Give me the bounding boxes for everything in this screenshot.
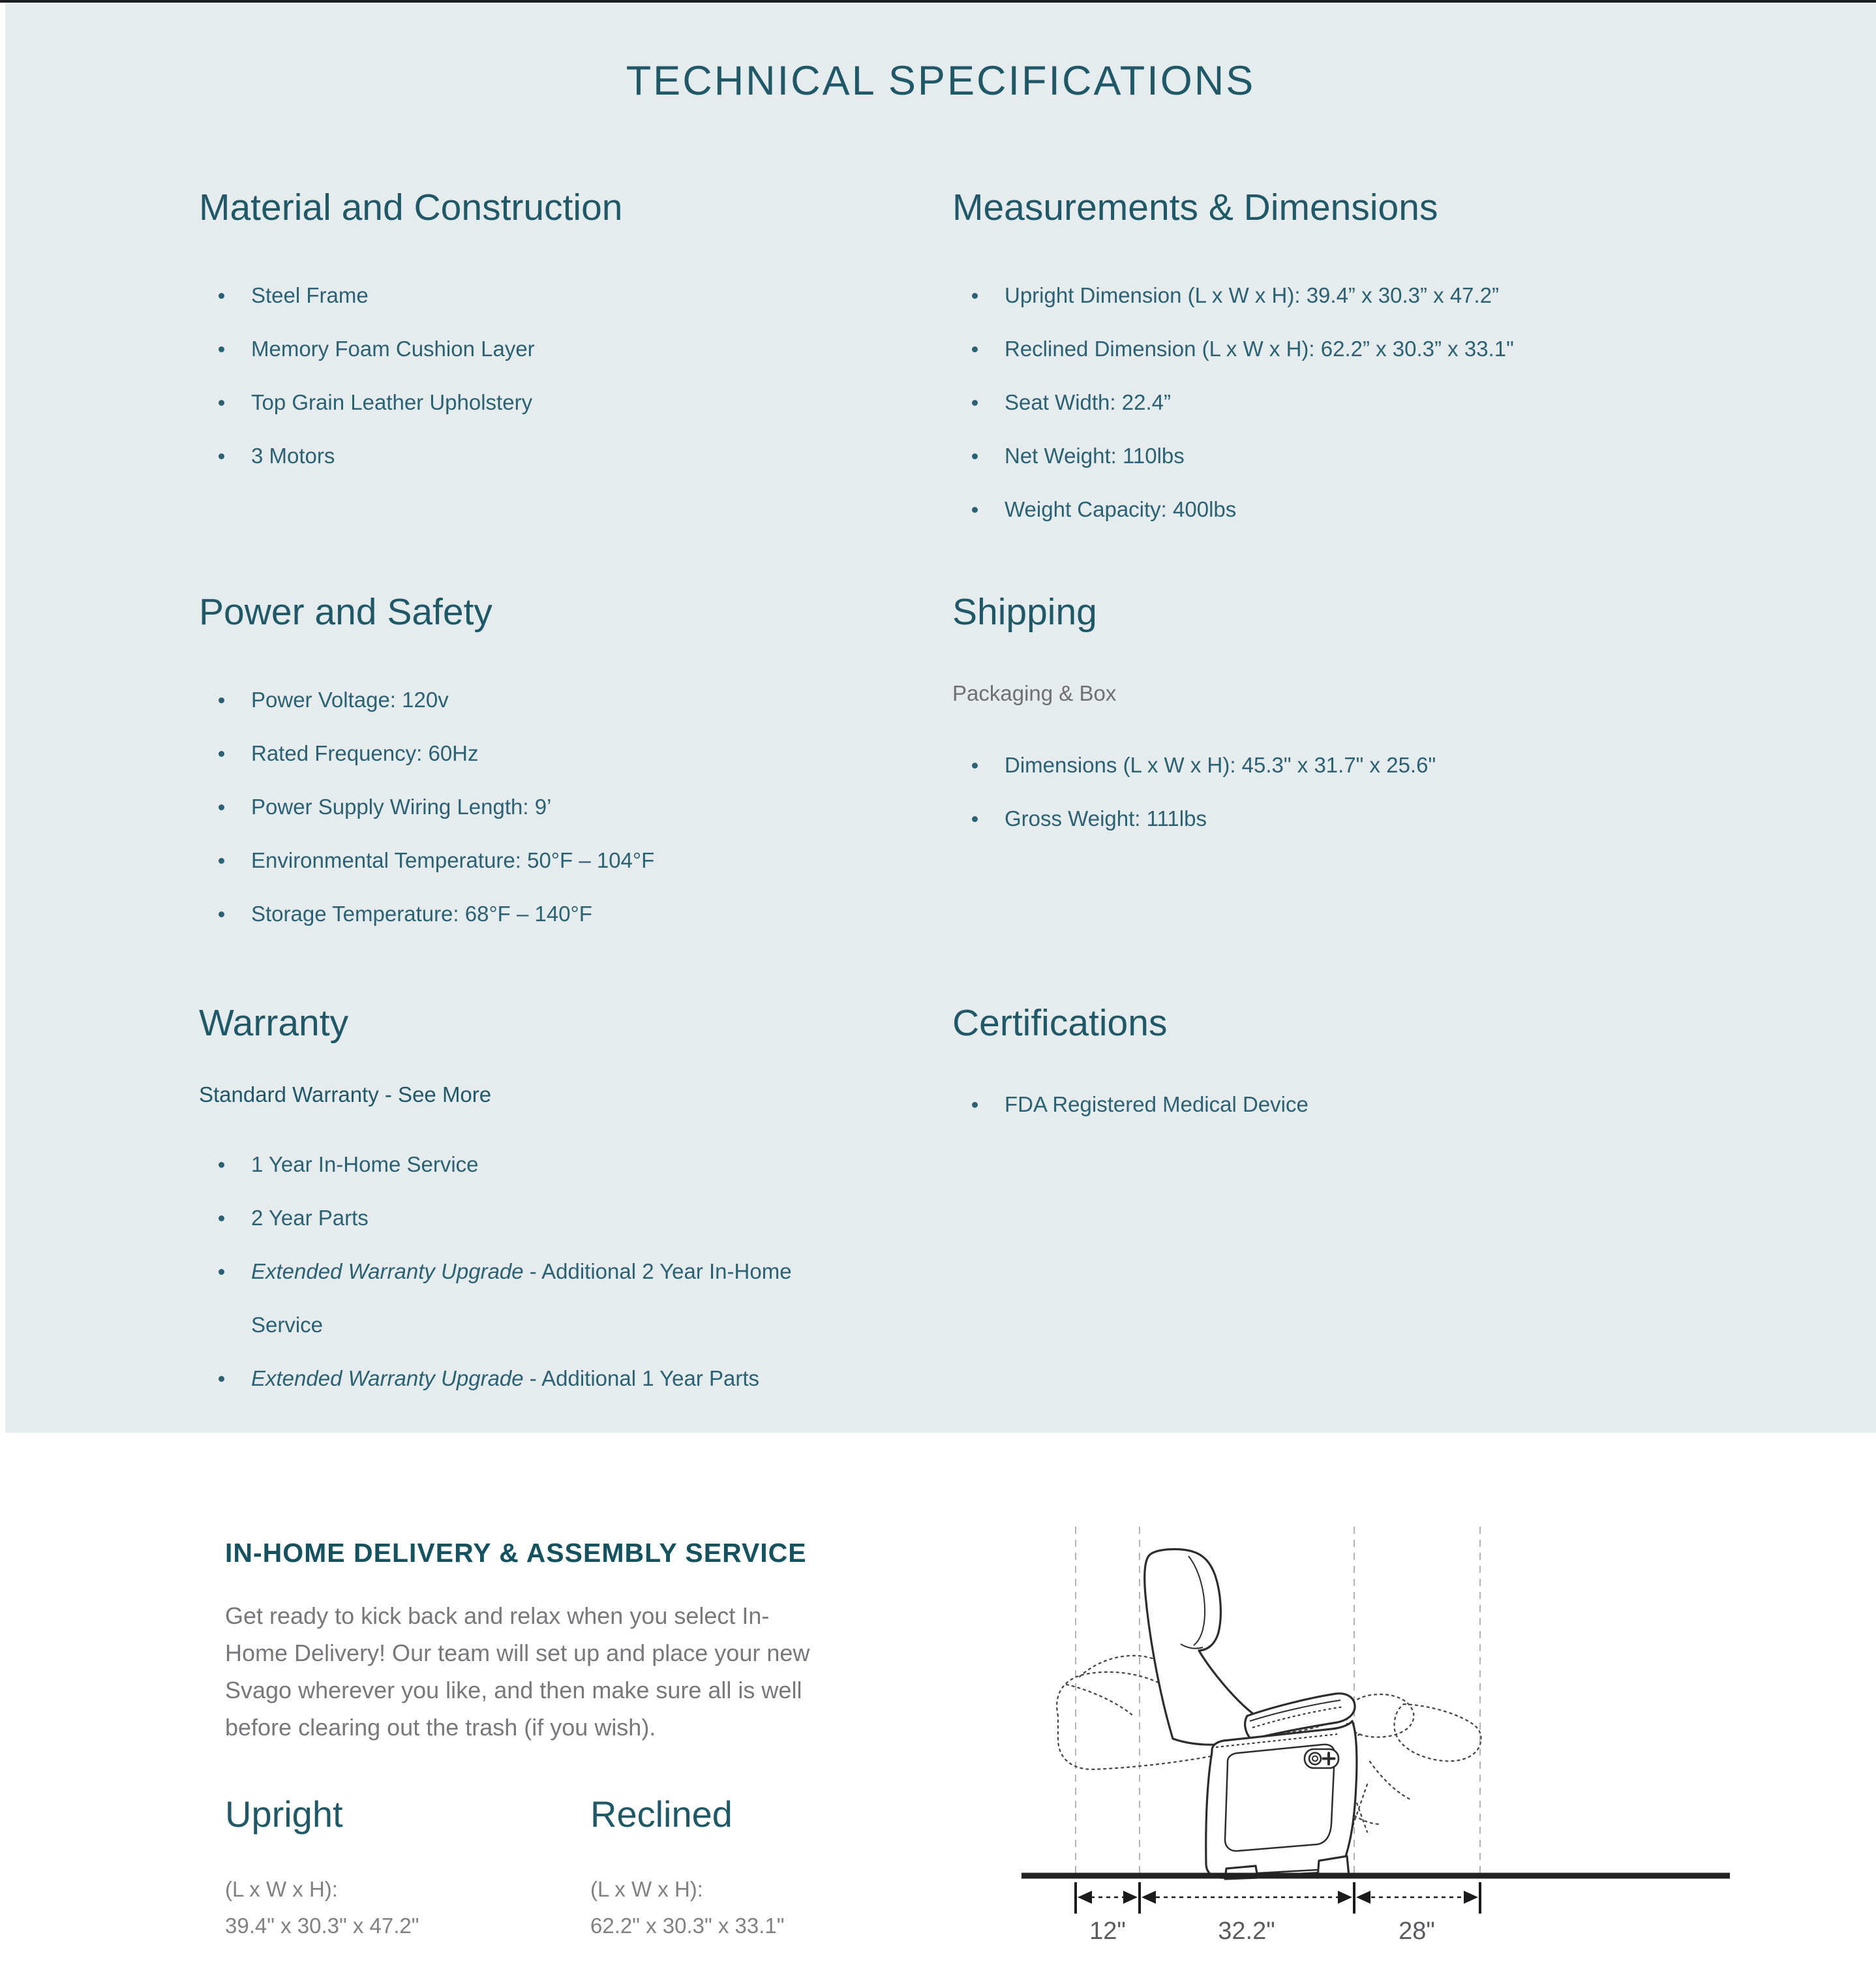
list-item: Power Supply Wiring Length: 9’ — [199, 780, 943, 834]
list-item: Memory Foam Cushion Layer — [199, 322, 943, 376]
measurements-bullet-list — [952, 269, 1853, 536]
material-bullet-list — [199, 269, 943, 483]
warranty-item-text: 2 Year Parts — [251, 1206, 369, 1230]
list-item — [199, 1138, 851, 1191]
shipping-bullet-list — [952, 739, 1853, 846]
recliner-dimension-diagram — [1018, 1455, 1748, 1969]
section-measurements-and-dimensions — [952, 188, 1853, 536]
recliner-control-icon — [1305, 1749, 1339, 1768]
list-item: Rated Frequency: 60Hz — [199, 727, 943, 780]
standard-warranty-see-more-link[interactable]: Standard Warranty - See More — [199, 1082, 492, 1107]
section-heading: Shipping — [952, 591, 1097, 633]
list-item: Top Grain Leather Upholstery — [199, 376, 943, 429]
list-item — [199, 1352, 851, 1405]
list-item: Dimensions (L x W x H): 45.3" x 31.7" x 25.6" — [952, 739, 1853, 792]
reclined-dimensions-block — [590, 1794, 943, 1939]
upright-chair-outline — [1145, 1549, 1357, 1879]
list-item: Seat Width: 22.4” — [952, 376, 1853, 429]
warranty-item-emphasis: Extended Warranty Upgrade — [251, 1366, 524, 1390]
section-warranty — [199, 1003, 943, 1405]
section-power-and-safety — [199, 592, 943, 941]
list-item — [199, 1191, 851, 1245]
list-item: Steel Frame — [199, 269, 943, 322]
section-certifications — [952, 1003, 1853, 1131]
extension-label: 28" — [1399, 1917, 1435, 1945]
upright-dimensions-block — [225, 1794, 577, 1939]
reclined-dimension-value: 62.2" x 30.3" x 33.1" — [590, 1914, 785, 1938]
certifications-bullet-list — [952, 1078, 1853, 1131]
reclined-dimension-label: (L x W x H): — [590, 1877, 703, 1901]
section-heading: Material and Construction — [199, 187, 623, 228]
section-shipping — [952, 592, 1853, 846]
warranty-item-emphasis: Extended Warranty Upgrade — [251, 1259, 524, 1283]
dimension-arrowheads — [1078, 1891, 1478, 1904]
shipping-subtitle: Packaging & Box — [952, 681, 1117, 705]
delivery-description: Get ready to kick back and relax when you select In-Home Delivery! Our team will set up and place your new Svago wherever you like, and then make sure all is well before clearing out the trash (if you wish). — [225, 1602, 810, 1741]
section-material-and-construction — [199, 188, 943, 483]
section-heading: Measurements & Dimensions — [952, 187, 1438, 228]
list-item: Storage Temperature: 68°F – 140°F — [199, 887, 943, 941]
warranty-item-text: - Additional 2 Year In-Home Service — [251, 1259, 792, 1337]
warranty-item-text: - Additional 1 Year Parts — [523, 1366, 760, 1390]
upright-dimension-label: (L x W x H): — [225, 1877, 338, 1901]
list-item: Reclined Dimension (L x W x H): 62.2” x 30.3” x 33.1" — [952, 322, 1853, 376]
list-item: Net Weight: 110lbs — [952, 429, 1853, 483]
list-item: FDA Registered Medical Device — [952, 1078, 1853, 1131]
section-heading: Warranty — [199, 1002, 349, 1044]
warranty-bullet-list — [199, 1138, 851, 1405]
list-item: 3 Motors — [199, 429, 943, 483]
list-item — [199, 1245, 851, 1352]
list-item: Upright Dimension (L x W x H): 39.4” x 30.3” x 47.2” — [952, 269, 1853, 322]
list-item: Weight Capacity: 400lbs — [952, 483, 1853, 536]
wall-clearance-label: 12" — [1089, 1917, 1126, 1945]
base-depth-label: 32.2" — [1218, 1917, 1275, 1945]
section-heading: Certifications — [952, 1002, 1168, 1044]
upright-heading: Upright — [225, 1793, 343, 1835]
list-item: Environmental Temperature: 50°F – 104°F — [199, 834, 943, 887]
list-item: Gross Weight: 111lbs — [952, 792, 1853, 846]
power-bullet-list — [199, 673, 943, 941]
page-title: TECHNICAL SPECIFICATIONS — [626, 58, 1256, 104]
upright-dimension-value: 39.4" x 30.3" x 47.2" — [225, 1914, 419, 1938]
warranty-item-text: 1 Year In-Home Service — [251, 1152, 479, 1176]
technical-specifications-panel — [5, 3, 1876, 1433]
delivery-section-heading: IN-HOME DELIVERY & ASSEMBLY SERVICE — [225, 1538, 807, 1568]
reclined-heading: Reclined — [590, 1793, 733, 1835]
section-heading: Power and Safety — [199, 591, 492, 633]
list-item: Power Voltage: 120v — [199, 673, 943, 727]
